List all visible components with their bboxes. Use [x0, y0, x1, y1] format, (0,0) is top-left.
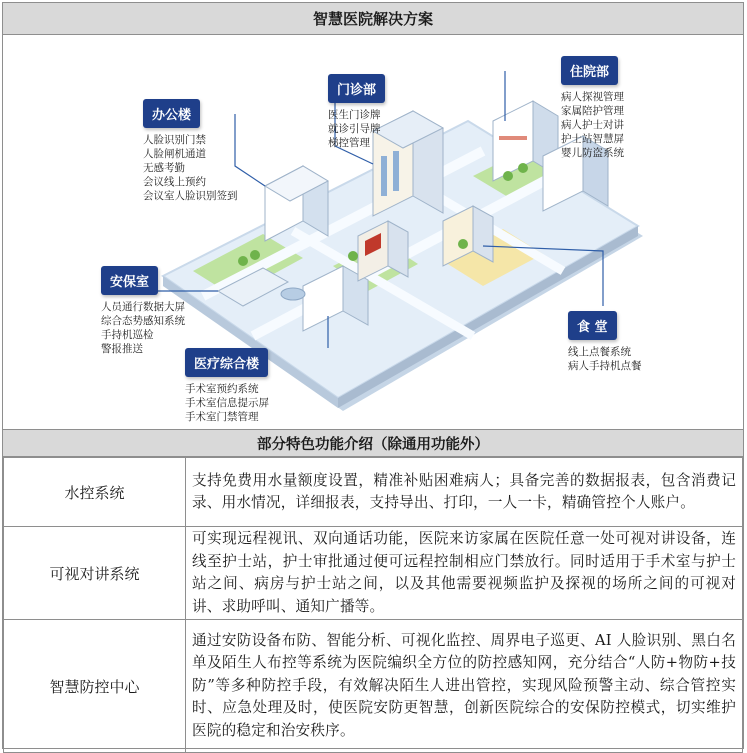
hospital-illustration [3, 36, 743, 429]
zone-item: 线上点餐系统 [568, 346, 631, 358]
zone-item: 婴儿防盗系统 [561, 147, 624, 159]
zone-item: 人员通行数据大屏 [101, 301, 185, 313]
zone-items [101, 300, 185, 356]
zone-item: 手术室预约系统 [185, 383, 259, 395]
zone-item: 家属陪护管理 [561, 105, 624, 117]
zone-item: 就诊引导牌 [328, 123, 381, 135]
feature-name: 可视对讲系统 [4, 527, 186, 620]
zone-tag: 住院部 [561, 56, 618, 85]
leader-line [235, 114, 265, 186]
zone-item: 病人探视管理 [561, 91, 624, 103]
document-frame [2, 2, 744, 749]
table-row [4, 458, 743, 527]
zone-security [101, 266, 185, 356]
zone-tag: 安保室 [101, 266, 158, 295]
features-table [3, 457, 743, 753]
feature-name: 智慧防控中心 [4, 620, 186, 753]
zone-outpatient [328, 74, 385, 150]
zone-canteen [568, 311, 642, 373]
feature-name: 水控系统 [4, 458, 186, 527]
zone-item: 病人手持机点餐 [568, 360, 642, 372]
zone-item: 手持机巡检 [101, 329, 154, 341]
zone-office [143, 99, 238, 203]
zone-item: 会议室人脸识别签到 [143, 190, 238, 202]
feature-desc: 支持免费用水量额度设置，精准补贴困难病人；具备完善的数据报表，包含消费记录、用水情况，详细报表，支持导出、打印，一人一卡，精确管控个人账户。 [186, 458, 743, 527]
zone-item: 无感考勤 [143, 162, 185, 174]
zone-tag: 办公楼 [143, 99, 200, 128]
page-title: 智慧医院解决方案 [3, 3, 743, 35]
zone-item: 医生门诊牌 [328, 109, 381, 121]
zone-medical [185, 348, 269, 424]
zone-items [568, 345, 642, 373]
zone-inpatient [561, 56, 624, 160]
zone-items [328, 108, 385, 150]
zone-item: 人脸识别门禁 [143, 134, 206, 146]
zone-tag: 门诊部 [328, 74, 385, 103]
table-row [4, 527, 743, 620]
zone-item: 护士站智慧屏 [561, 133, 624, 145]
feature-desc: 通过安防设备布防、智能分析、可视化监控、周界电子巡更、AI 人脸识别、黑白名单及陌生人布控等系统为医院编织全方位的防控感知网，充分结合“人防+物防+技防”等多种防控手段，有效解决陌生人进出管控，实现风险预警主动、综合管控实时、应急处理及时，使医院安防更智慧，创新医院综合的安保防控模式，切实维护医院的稳定和治安秩序。 [186, 620, 743, 753]
zone-item: 综合态势感知系统 [101, 315, 185, 327]
zone-items [185, 382, 269, 424]
zone-items [561, 90, 624, 160]
zone-item: 梯控管理 [328, 137, 370, 149]
section-title: 部分特色功能介绍（除通用功能外） [3, 429, 743, 457]
zone-item: 病人护士对讲 [561, 119, 624, 131]
table-row [4, 620, 743, 753]
zone-items [143, 133, 238, 203]
zone-tag: 食 堂 [568, 311, 617, 340]
feature-desc: 可实现远程视讯、双向通话功能，医院来访家属在医院任意一处可视对讲设备，连线至护士站，护士审批通过便可远程控制相应门禁放行。同时适用于手术室与护士站之间、病房与护士站之间，以及其他需要视频监护及探视的场所之间的可视对讲、求助呼叫、通知广播等。 [186, 527, 743, 620]
zone-item: 人脸闸机通道 [143, 148, 206, 160]
zone-item: 手术室门禁管理 [185, 411, 259, 423]
zone-item: 会议线上预约 [143, 176, 206, 188]
zone-tag: 医疗综合楼 [185, 348, 268, 377]
zone-item: 手术室信息提示屏 [185, 397, 269, 409]
zone-item: 警报推送 [101, 343, 143, 355]
